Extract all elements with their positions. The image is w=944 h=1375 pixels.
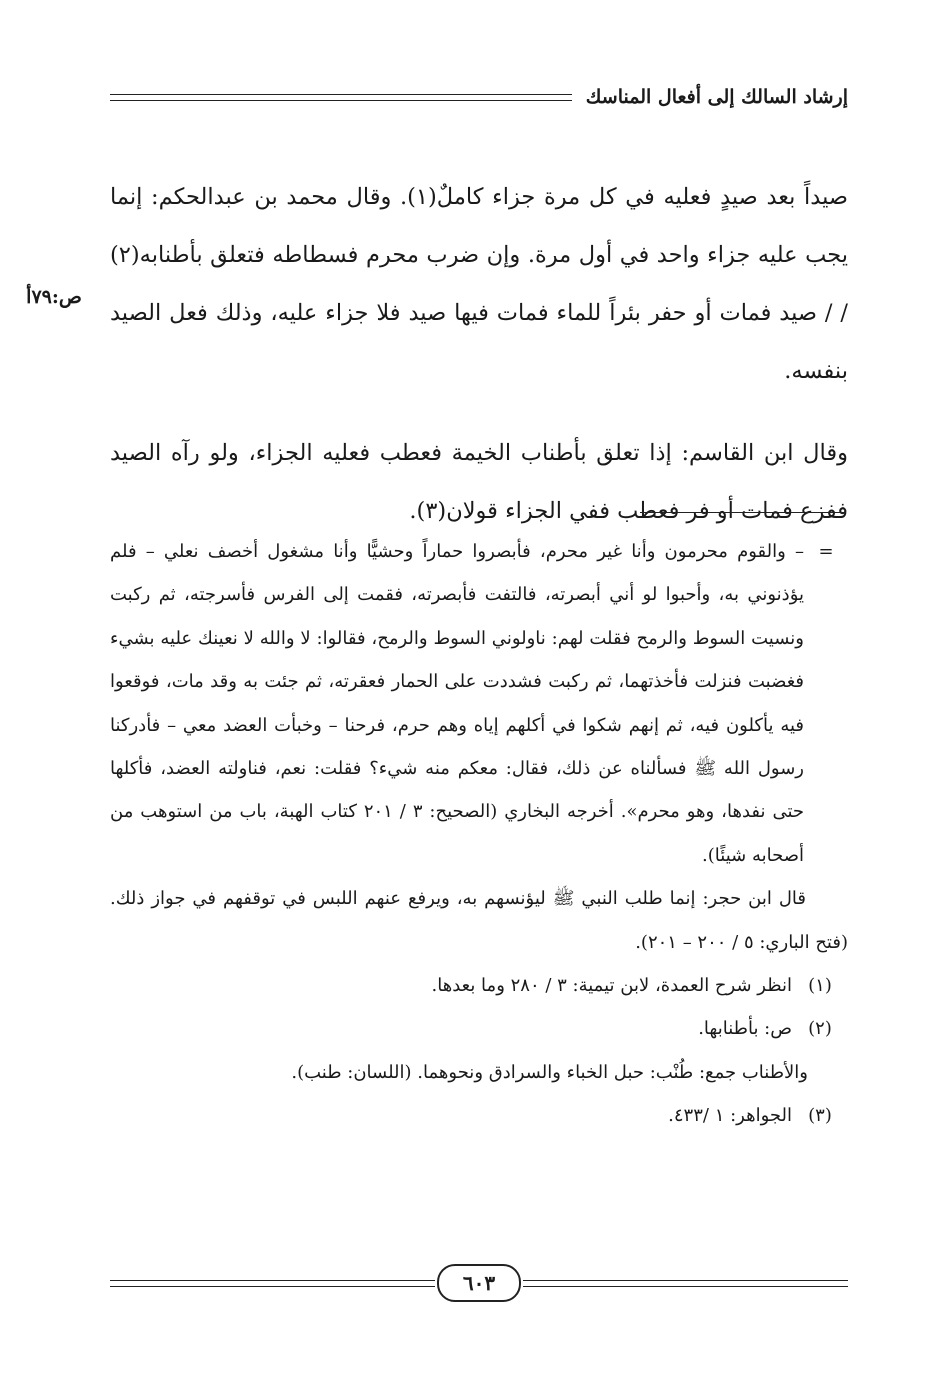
page-footer [110,1258,848,1308]
body-paragraph: صيداً بعد صيدٍ فعليه في كل مرة جزاء كاملٌ(١). وقال محمد بن عبدالحكم: إنما يجب عليه جزاء واحد في أول مرة. وإن ضرب محرم فسطاطه فتعلق بأطنابه(٢) / / صيد فمات أو حفر بئراً للماء فمات فيها صيد فلا جزاء عليه، وذلك فعل الصيد بنفسه. [110,184,849,384]
footer-rule-left [110,1280,435,1287]
footnote-number: (١) [808,975,832,997]
footnote-text: انظر شرح العمدة، لابن تيمية: ٣ / ٢٨٠ وما بعدها. [431,975,792,997]
footnote-text: ص: بأطنابها. [698,1018,792,1040]
footnote-3 [110,1094,848,1137]
footnote-1 [110,964,848,1007]
footnote-2 [110,1007,848,1050]
main-text [110,168,848,540]
footer-rule-right [523,1280,848,1287]
continuation-text: – والقوم محرمون وأنا غير محرم، فأبصروا حماراً وحشيًّا وأنا مشغول أخصف نعلي – فلم يؤذنوني به، وأحبوا لو أني أبصرته، فالتفت فأبصرته، فقمت إلى الفرس فأسرجته، ثم ركبت ونسيت السوط والرمح فقلت لهم: ناولوني السوط والرمح، فقالوا: لا والله لا نعينك عليه بشيء فغضبت فنزلت فأخذتهما، ثم ركبت فشددت على الحمار فعقرته، ثم جئت به وقد مات، فوقعوا فيه يأكلون فيه، ثم إنهم شكوا في أكلهم إياه وهم حرم، فرحنا – وخبأت العضد معي – فأدركنا رسول الله ﷺ فسألناه عن ذلك، فقال: معكم منه شيء؟ فقلت: نعم، فناولته العضد، فأكلها حتى نفدها، وهو محرم». أخرجه البخاري (الصحيح: ٣ / ٢٠١ كتاب الهبة، باب من استوهب من أصحابه شيئًا). [110,541,805,866]
body-paragraph: وقال ابن القاسم: إذا تعلق بأطناب الخيمة فعطب فعليه الجزاء، ولو رآه الصيد ففزع فمات أو فر فعطب ففي الجزاء قولان(٣). [110,440,848,524]
running-title: إرشاد السالك إلى أفعال المناسك [585,86,848,108]
footnote-number: (٢) [808,1018,832,1040]
ibn-hajar-note: قال ابن حجر: إنما طلب النبي ﷺ ليؤنسهم به، ويرفع عنهم اللبس في توقفهم في جواز ذلك. (فتح الباري: ٥ / ٢٠٠ – ٢٠١). [110,888,848,953]
footnote-separator [640,512,846,513]
footnotes [110,530,848,1138]
footnote-number: (٣) [808,1105,832,1127]
footnote-continuation [110,530,848,877]
atnab-definition-note: والأطناب جمع: طُنْب: حبل الخباء والسرادق ونحوهما. (اللسان: طنب). [291,1061,808,1083]
footnote-text: الجواهر: ١ /٤٣٣. [668,1105,792,1127]
page-number: ٦٠٣ [437,1264,521,1302]
continuation-mark: = [818,541,834,562]
manuscript-folio-marker: ص:٧٩أ [26,286,82,308]
running-header [110,80,848,114]
header-rule [110,94,572,101]
